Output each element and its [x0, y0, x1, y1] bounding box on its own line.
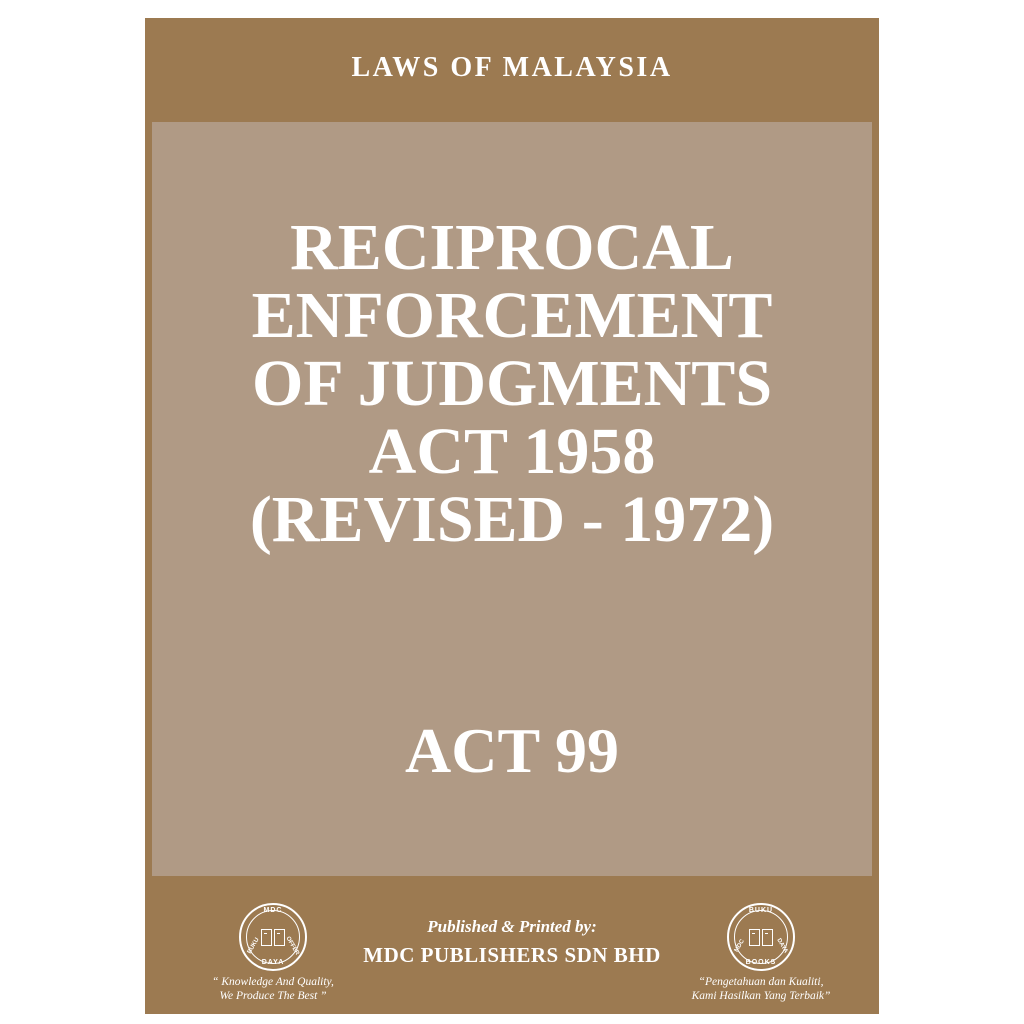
mdc-seal-top-text: MDC [263, 907, 283, 914]
act-number: ACT 99 [405, 715, 619, 786]
mdc-seal-side-right-text: OFFER [284, 935, 300, 957]
publisher-name: MDC PUBLISHERS SDN BHD [363, 943, 661, 967]
laws-of-malaysia-title: LAWS OF MALAYSIA [351, 52, 673, 83]
buku-seal-bottom-text: BOOKS [745, 959, 777, 966]
act-title-line-1: RECIPROCAL [290, 211, 734, 284]
mdc-seal-side-left-text: BUKU [246, 936, 261, 956]
book-cover [145, 18, 879, 1014]
footer-band [145, 881, 879, 1014]
buku-seal-icon [727, 903, 795, 971]
books-icon [749, 929, 773, 946]
buku-seal-top-text: BUKU [748, 907, 774, 914]
buku-tagline-line-2: Kami Hasilkan Yang Terbaik” [691, 990, 831, 1003]
act-title-line-2: ENFORCEMENT [251, 278, 773, 352]
mdc-seal-bottom-text: DAYA [261, 959, 285, 966]
act-title-line-3: OF JUDGMENTS [251, 346, 773, 420]
published-by-label: Published & Printed by: [427, 917, 597, 936]
mdc-tagline-line-2: We Produce The Best ” [219, 990, 327, 1003]
buku-tagline-line-1: “Pengetahuan dan Kualiti, [698, 976, 824, 988]
buku-seal-side-left-text: MDC [733, 938, 746, 954]
act-title [152, 211, 872, 556]
buku-books-logo [661, 903, 861, 1004]
buku-seal-side-right-text: DAYA [775, 937, 789, 955]
act-title-line-5: (REVISED - 1972) [249, 482, 775, 556]
header-band [145, 18, 879, 118]
title-panel [152, 122, 872, 876]
mdc-tagline-line-1: “ Knowledge And Quality, [212, 976, 334, 988]
act-title-line-4: ACT 1958 [368, 414, 656, 488]
